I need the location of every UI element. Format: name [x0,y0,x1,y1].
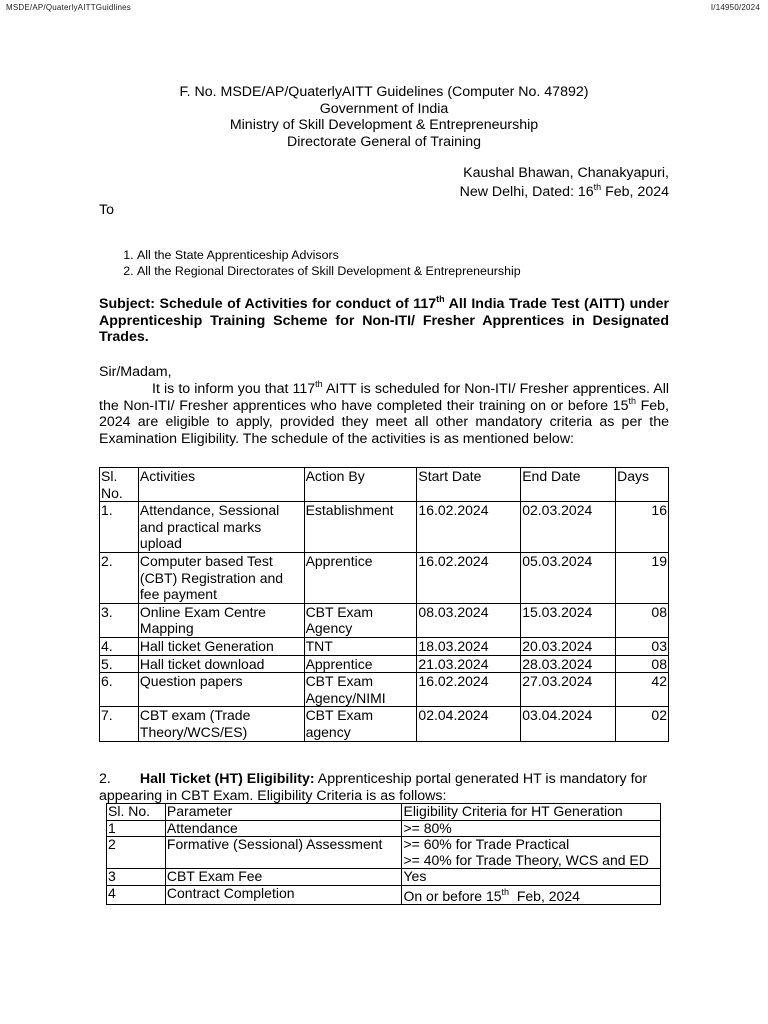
header-cell: Action By [304,468,417,502]
cell-days: 19 [616,552,669,603]
cell-parameter: CBT Exam Fee [165,869,402,886]
cell-end-date: 02.03.2024 [521,502,616,553]
salutation: Sir/Madam, [99,364,172,380]
cell-start-date: 16.02.2024 [417,673,521,707]
header-cell: Sl. No. [107,804,166,821]
cell-end-date: 27.03.2024 [521,673,616,707]
sender-address [460,165,669,200]
section-text: Apprenticeship portal generated HT is mandatory for appearing in CBT Exam. Eligibility Criteria is as follows: [99,771,648,804]
header-cell: Eligibility Criteria for HT Generation [402,804,661,821]
section-number: 2. [99,771,111,787]
recipient-item: 2. All the Regional Directorates of Skill Development & Entrepreneurship [137,264,699,280]
cell-start-date: 21.03.2024 [417,655,521,673]
ministry-name: Ministry of Skill Development & Entrepreneurship [229,117,539,134]
table-row [100,552,669,603]
recipient-item: 1. All the State Apprenticeship Advisors [137,248,699,264]
cell-sl: 6. [100,673,139,707]
cell-days: 08 [616,603,669,637]
cell-sl: 2 [107,837,166,869]
cell-end-date: 05.03.2024 [521,552,616,603]
government-name: Government of India [319,100,449,117]
cell-end-date: 15.03.2024 [521,603,616,637]
cell-criteria: On or before 15th Feb, 2024 [402,885,661,905]
cell-sl: 7. [100,707,139,741]
cell-action-by: Apprentice [304,552,417,603]
schedule-table [99,467,669,742]
table-header-row [100,468,669,502]
header-cell: Activities [138,468,304,502]
cell-start-date: 16.02.2024 [417,552,521,603]
criteria-line: >= 60% for Trade Practical [403,836,570,852]
subject: Subject: Schedule of Activities for conduct of 117th All India Trade Test (AITT) under Apprenticeship Training Scheme for Non-ITI/ Fresher Apprentices in Designated Trades. [99,294,669,346]
cell-days: 16 [616,502,669,553]
cell-end-date: 20.03.2024 [521,637,616,655]
table-row [100,502,669,553]
cell-activity: Online Exam Centre Mapping [138,603,304,637]
cell-criteria: Yes [402,869,661,886]
cell-sl: 3 [107,869,166,886]
table-row [107,837,661,869]
header-cell: End Date [521,468,616,502]
cell-action-by: CBT Exam Agency [304,603,417,637]
table-row [107,820,661,837]
cell-parameter: Attendance [165,820,402,837]
cell-action-by: CBT Exam agency [304,707,417,741]
cell-sl: 2. [100,552,139,603]
cell-activity: Computer based Test (CBT) Registration and fee payment [138,552,304,603]
cell-start-date: 18.03.2024 [417,637,521,655]
cell-criteria: >= 80% [402,820,661,837]
criteria-line: >= 40% for Trade Theory, WCS and ED [403,851,649,868]
header-cell: Days [616,468,669,502]
cell-days: 08 [616,655,669,673]
directorate-name: Directorate General of Training [287,133,481,150]
cell-sl: 4 [107,885,166,905]
cell-parameter: Formative (Sessional) Assessment [165,837,402,869]
section-heading: Hall Ticket (HT) Eligibility: [139,771,315,787]
cell-action-by: Apprentice [304,655,417,673]
cell-days: 42 [616,673,669,707]
cell-activity: Hall ticket download [138,655,304,673]
document-number-header: I/14950/2024 [710,3,760,12]
recipients-list [99,248,699,279]
table-header-row [107,804,661,821]
file-number: F. No. MSDE/AP/QuaterlyAITT Guidelines (Computer No. 47892) [179,84,589,100]
header-cell: Parameter [165,804,402,821]
cell-action-by: Establishment [304,502,417,553]
table-row [100,655,669,673]
eligibility-table [106,803,661,905]
cell-end-date: 28.03.2024 [521,655,616,673]
cell-sl: 4. [100,637,139,655]
cell-activity: Question papers [138,673,304,707]
body-paragraph: It is to inform you that 117th AITT is scheduled for Non-ITI/ Fresher apprentices. All the Non-ITI/ Fresher apprentices who have completed their training on or before 15th Feb, 2024 are eligible to apply, provided they meet all other mandatory criteria as per the Examination Eligibility. The schedule of the activities is as mentioned below: [99,379,669,447]
table-row [107,885,661,905]
header-cell: Sl. No. [100,468,139,502]
cell-action-by: TNT [304,637,417,655]
table-row [107,869,661,886]
to-label: To [99,202,114,218]
cell-end-date: 03.04.2024 [521,707,616,741]
cell-activity: Attendance, Sessional and practical marks upload [138,502,304,553]
table-row [100,603,669,637]
cell-start-date: 08.03.2024 [417,603,521,637]
cell-start-date: 16.02.2024 [417,502,521,553]
cell-activity: Hall ticket Generation [138,637,304,655]
cell-start-date: 02.04.2024 [417,707,521,741]
cell-days: 02 [616,707,669,741]
header-cell: Start Date [417,468,521,502]
cell-sl: 3. [100,603,139,637]
document-reference-header: MSDE/AP/QuaterlyAITTGuidlines [6,3,131,12]
letterhead [0,84,768,150]
table-row [100,707,669,741]
cell-sl: 5. [100,655,139,673]
cell-action-by: CBT Exam Agency/NIMI [304,673,417,707]
date-line: New Delhi, Dated: 16th Feb, 2024 [459,181,669,200]
cell-activity: CBT exam (Trade Theory/WCS/ES) [138,707,304,741]
cell-parameter: Contract Completion [165,885,402,905]
address-line: Kaushal Bhawan, Chanakyapuri, [463,165,669,181]
section-2-paragraph [99,771,669,804]
table-row [100,637,669,655]
cell-days: 03 [616,637,669,655]
cell-criteria [402,837,661,869]
cell-sl: 1. [100,502,139,553]
table-row [100,673,669,707]
cell-sl: 1 [107,820,166,837]
